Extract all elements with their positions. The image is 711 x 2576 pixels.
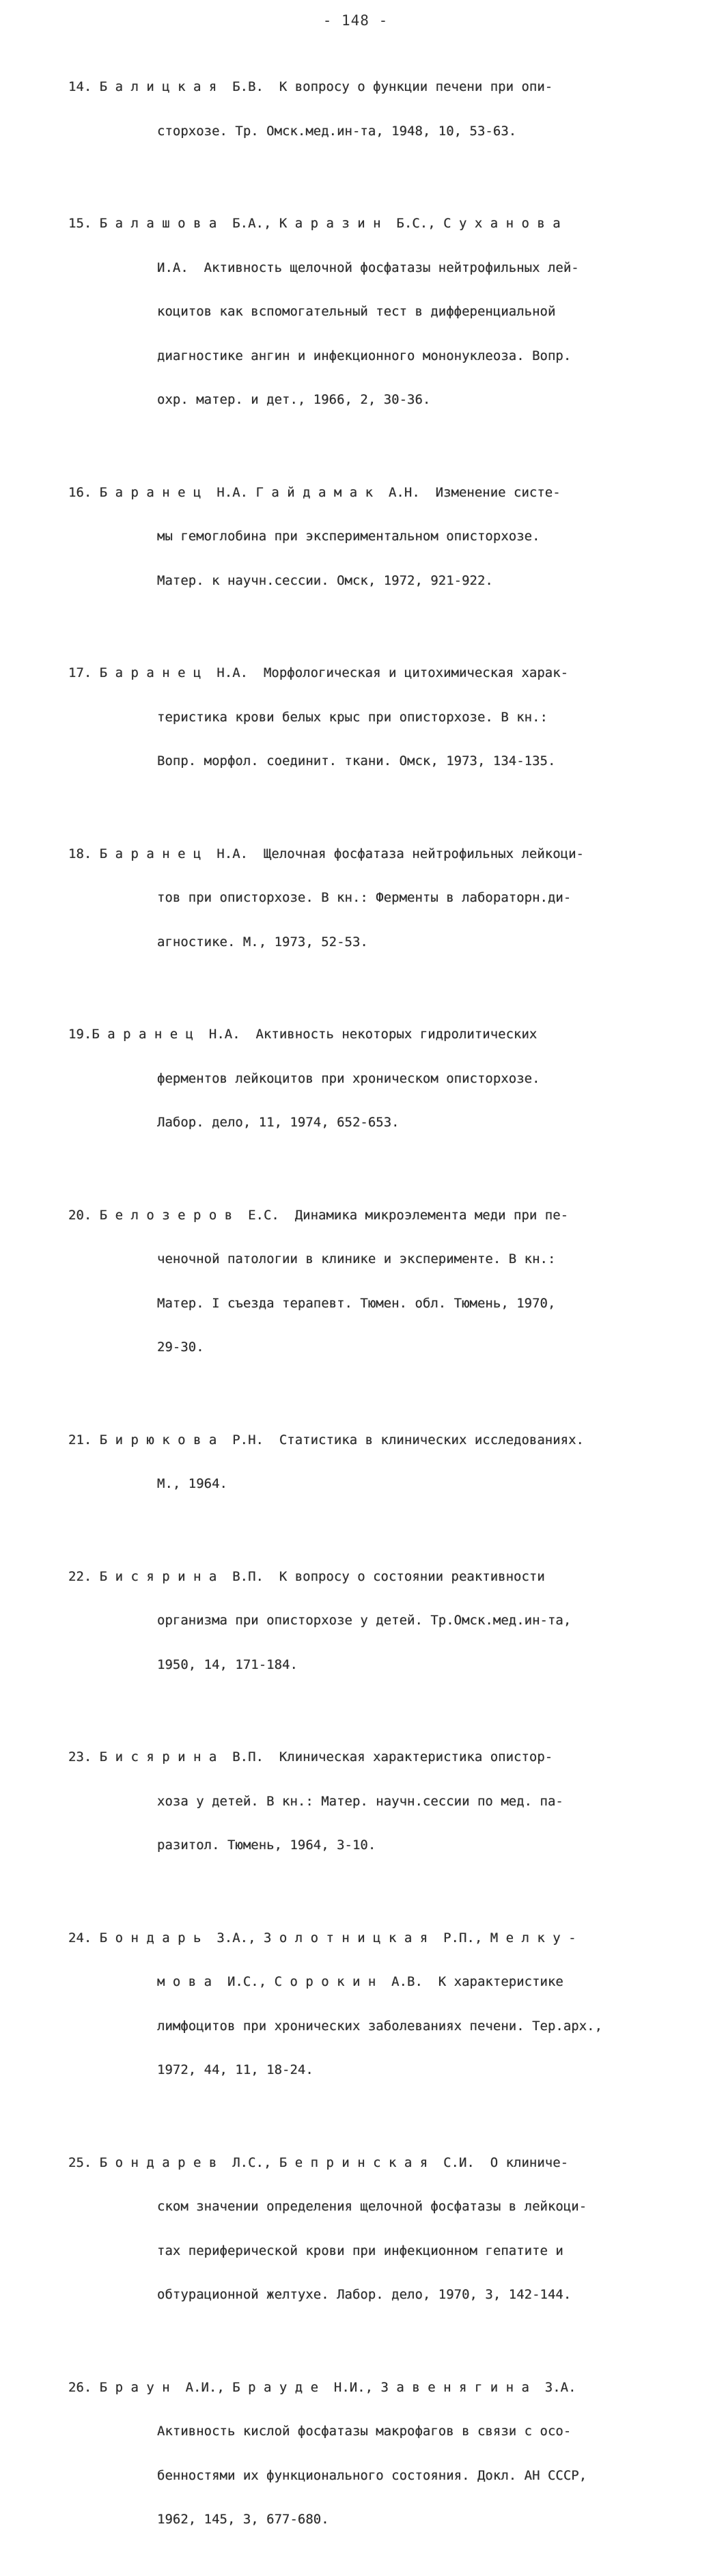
entry-line: бенностями их функционального состояния. Докл. АН СССР, — [157, 2467, 587, 2483]
entry-line: 1972, 44, 11, 18-24. — [157, 2062, 313, 2077]
entry-line: Вопр. морфол. соединит. ткани. Омск, 1973, 134-135. — [157, 753, 556, 768]
bibliography-entry-21 — [68, 1404, 663, 1521]
entry-line: ском значении определения щелочной фосфатазы в лейкоци- — [157, 2199, 587, 2214]
bibliography-entry-18 — [68, 818, 663, 980]
bibliography-entry-14 — [68, 51, 663, 168]
bibliography-entry-22 — [68, 1540, 663, 1702]
bibliography-entry-23 — [68, 1721, 663, 1883]
entry-line: диагностике ангин и инфекционного мононуклеоза. Вопр. — [157, 348, 572, 363]
entry-line: тов при описторхозе. В кн.: Ферменты в лабораторн.ди- — [157, 890, 572, 905]
entry-line: лимфоцитов при хронических заболеваниях печени. Тер.арх., — [157, 2018, 603, 2034]
entry-line: 17. Б а р а н е ц Н.А. Морфологическая и цитохимическая харак- — [68, 665, 569, 680]
bibliography-entry-25 — [68, 2127, 663, 2332]
entry-line: тах периферической крови при инфекционном гепатите и — [157, 2243, 563, 2258]
entry-line: 22. Б и с я р и н а В.П. К вопросу о состоянии реактивности — [68, 1568, 545, 1584]
bibliography-list — [68, 51, 663, 2576]
entry-line: 21. Б и р ю к о в а Р.Н. Статистика в клинических исследованиях. — [68, 1432, 584, 1448]
entry-line: 19.Б а р а н е ц Н.А. Активность некоторых гидролитических — [68, 1027, 538, 1042]
entry-line: 24. Б о н д а р ь З.А., З о л о т н и ц к а я Р.П., М е л к у - — [68, 1930, 576, 1945]
entry-line: м о в а И.С., С о р о к и н А.В. К характеристике — [157, 1974, 563, 1989]
page-number: - 148 - — [322, 12, 389, 29]
entry-line: ченочной патологии в клинике и эксперименте. В кн.: — [157, 1251, 556, 1266]
entry-line: 23. Б и с я р и н а В.П. Клиническая характеристика опистор- — [68, 1749, 553, 1764]
entry-line: 25. Б о н д а р е в Л.С., Б е п р и н с к а я С.И. О клиниче- — [68, 2155, 569, 2170]
entry-line: 1950, 14, 171-184. — [157, 1657, 298, 1672]
entry-line: теристика крови белых крыс при описторхозе. В кн.: — [157, 709, 548, 725]
entry-line: 1962, 145, 3, 677-680. — [157, 2512, 329, 2527]
bibliography-entry-20 — [68, 1179, 663, 1385]
entry-line: коцитов как вспомогательный тест в дифференциальной — [157, 304, 556, 319]
entry-line: хоза у детей. В кн.: Матер. научн.сессии по мед. па- — [157, 1793, 563, 1809]
entry-line: сторхозе. Тр. Омск.мед.ин-та, 1948, 10, 53-63. — [157, 123, 517, 139]
entry-line: охр. матер. и дет., 1966, 2, 30-36. — [157, 392, 431, 407]
entry-line: И.А. Активность щелочной фосфатазы нейтрофильных лей- — [157, 260, 579, 275]
entry-line: обтурационной желтухе. Лабор. дело, 1970, 3, 142-144. — [157, 2287, 572, 2302]
entry-line: 29-30. — [157, 1340, 204, 1355]
entry-line: Лабор. дело, 11, 1974, 652-653. — [157, 1115, 400, 1130]
entry-line: Активность кислой фосфатазы макрофагов в связи с осо- — [157, 2424, 572, 2439]
entry-line: Матер. I съезда терапевт. Тюмен. обл. Тюмень, 1970, — [157, 1295, 556, 1311]
bibliography-entry-26 — [68, 2351, 663, 2557]
entry-line: 20. Б е л о з е р о в Е.С. Динамика микроэлемента меди при пе- — [68, 1207, 569, 1223]
entry-line: М., 1964. — [157, 1476, 227, 1491]
entry-line: мы гемоглобина при экспериментальном описторхозе. — [157, 529, 540, 544]
entry-line: организма при описторхозе у детей. Тр.Омск.мед.ин-та, — [157, 1613, 572, 1628]
entry-line: 16. Б а р а н е ц Н.А. Г а й д а м а к А.Н. Изменение систе- — [68, 484, 561, 500]
entry-line: Матер. к научн.сессии. Омск, 1972, 921-922. — [157, 572, 493, 588]
bibliography-entry-24 — [68, 1902, 663, 2107]
bibliography-entry-15 — [68, 187, 663, 437]
entry-line: 15. Б а л а ш о в а Б.А., К а р а з и н Б.С., С у х а н о в а — [68, 216, 561, 231]
bibliography-entry-17 — [68, 637, 663, 799]
bibliography-entry-16 — [68, 456, 663, 618]
entry-line: разитол. Тюмень, 1964, 3-10. — [157, 1838, 376, 1853]
entry-line: 26. Б р а у н А.И., Б р а у д е Н.И., З а в е н я г и н а З.А. — [68, 2379, 576, 2395]
entry-line: 14. Б а л и ц к а я Б.В. К вопросу о функции печени при опи- — [68, 79, 553, 94]
entry-line: 18. Б а р а н е ц Н.А. Щелочная фосфатаза нейтрофильных лейкоци- — [68, 846, 584, 861]
entry-line: ферментов лейкоцитов при хроническом описторхозе. — [157, 1070, 540, 1086]
bibliography-entry-19 — [68, 998, 663, 1160]
entry-line: агностике. М., 1973, 52-53. — [157, 934, 368, 950]
